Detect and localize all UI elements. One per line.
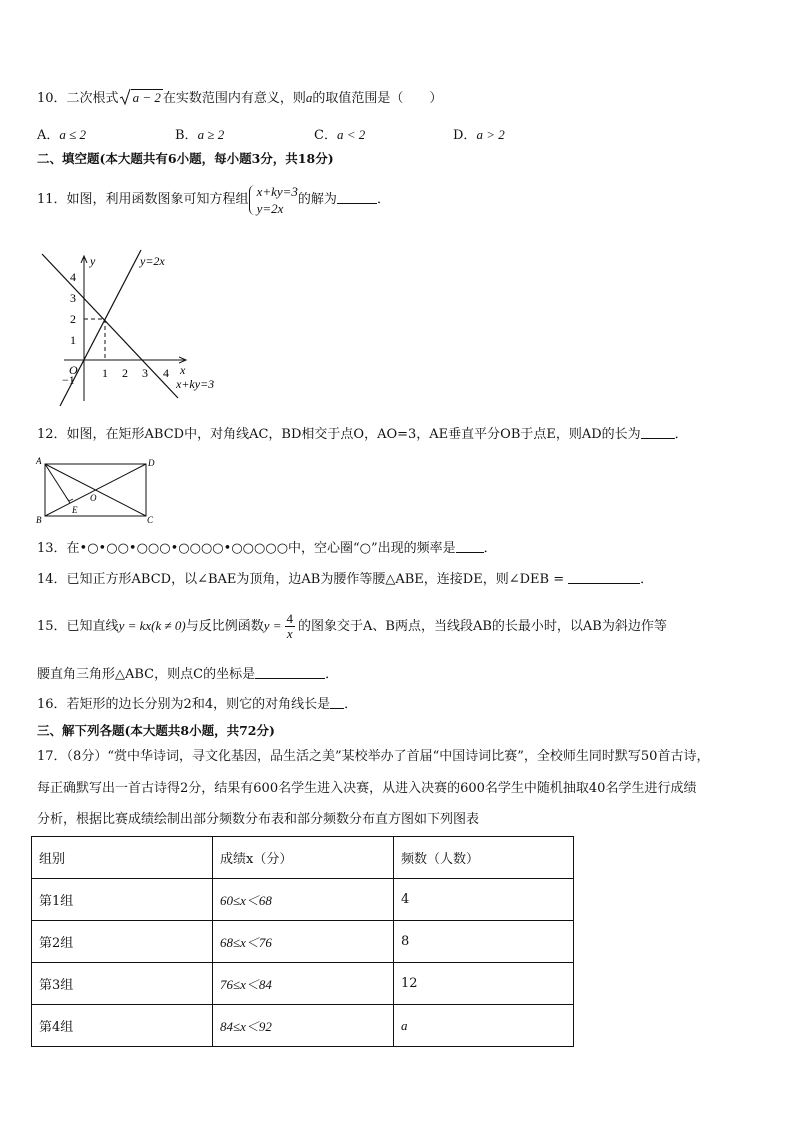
radical-sign-icon [119,88,131,106]
x-axis-label: x [180,363,186,377]
q10-option-b: B．a ≥ 2 [175,127,225,143]
q12-stem: 12．如图，在矩形ABCD中，对角线AC，BD相交于点O，AO=3，AE垂直平分OB于点E，则AD的长为 ． [37,427,688,442]
q11-answer-blank [337,191,377,204]
q11-text: 如图，利用函数图象可知方程组 [66,192,249,207]
frequency-table [31,836,574,1047]
q12-answer-blank [641,426,675,439]
label-y-2x: y=2x [140,254,165,268]
q11-function-graph [36,246,236,416]
header-frequency: 频数（人数） [394,837,574,879]
point-e: E [72,505,78,515]
q15-line2: 腰直角三角形△ABC，则点C的坐标是 ． [37,667,339,682]
vertex-a: A [36,456,42,466]
q10-option-a: A．a ≤ 2 [37,127,87,143]
vertex-d: D [148,458,155,468]
q17-number: 17． [37,749,67,764]
section-3-heading: 三、解下列各题(本大题共8小题，共72分) [37,723,275,738]
q10-option-c: C．a < 2 [314,127,366,143]
y-tick-2: 2 [70,312,76,326]
q15-pre: 已知直线 [66,619,119,634]
q10-text-before: 二次根式 [66,91,119,106]
q15-line2-text: 腰直角三角形△ABC，则点C的坐标是 [37,667,256,682]
q11-stem: 11．如图，利用函数图象可知方程组 x+ky=3 y=2x 的解为 ． [37,183,390,216]
q10-number: 10． [37,91,67,106]
q16-stem: 16．若矩形的边长分别为2和4，则它的对角线长是 ． [37,697,358,712]
table-row: 第4组 84≤x＜92 a [32,1005,574,1047]
table-header-row [32,837,574,879]
label-x-ky-3: x+ky=3 [176,377,215,391]
q11-equation-system [249,183,298,217]
vertex-c: C [147,515,154,525]
table-row: 第3组 76≤x＜84 12 [32,963,574,1005]
q15-fraction: $\frac{4}{x}$ [286,611,294,641]
q10-radicand: a − 2 [132,90,161,105]
y-tick-neg-1: −1 [62,373,75,387]
q16-text: 若矩形的边长分别为2和4，则它的对角线长是 [66,697,331,712]
q10-option-d: D．a > 2 [453,127,505,143]
table-row: 第1组 60≤x＜68 4 [32,879,574,921]
q17-line2: 每正确默写出一首古诗得2分，结果有600名学生进入决赛，从进入决赛的600名学生中随机抽取40名学生进行成绩 [37,781,697,796]
header-group: 组别 [32,837,213,879]
q13-text: 在•○•○○•○○○•○○○○•○○○○○中，空心圈“○”出现的频率是 [66,541,456,556]
q11-text-after: 的解为 [297,192,337,207]
q11-number: 11． [37,192,67,207]
q13-number: 13． [37,541,67,556]
q15-post: 的图象交于A、B两点，当线段AB的长最小时，以AB为斜边作等 [298,619,667,634]
header-score: 成绩x（分） [213,837,394,879]
q10-stem [37,88,442,108]
q11-eq1: x+ky=3 [256,183,298,199]
q13-stem: 13．在•○•○○•○○○•○○○○•○○○○○中，空心圈“○”出现的频率是 ． [37,541,497,556]
origin-label: O [69,363,78,377]
y-tick-4: 4 [70,270,76,284]
y-axis-label: y [90,254,96,268]
q12-rectangle-figure [34,455,159,527]
q16-answer-blank [330,696,344,709]
q10-text-middle: 在实数范围内有意义，则 [162,91,306,106]
q17-line1: 17．（8分）“赏中华诗词，寻文化基因，品生活之美”某校举办了首届“中国诗词比赛”，全校师生同时默写50首古诗， [37,749,710,764]
q17-line3: 分析，根据比赛成绩绘制出部分频数分布表和部分频数分布直方图如下列图表 [37,812,480,827]
table-row: 第2组 68≤x＜76 8 [32,921,574,963]
q15-answer-blank [255,666,325,679]
section-2-heading: 二、填空题(本大题共有6小题，每小题3分，共18分) [37,151,334,166]
q14-text: 已知正方形ABCD，以∠BAE为顶角，边AB为腰作等腰△ABE，连接DE，则∠DEB = [66,572,565,587]
q14-number: 14． [37,572,67,587]
vertex-b: B [36,515,42,525]
q14-stem: 14．已知正方形ABCD，以∠BAE为顶角，边AB为腰作等腰△ABE，连接DE，则∠DEB = ． [37,572,654,587]
q16-number: 16． [37,697,67,712]
q13-answer-blank [456,540,484,553]
y-tick-3: 3 [70,291,76,305]
q15-stem [37,606,667,647]
x-tick-2: 2 [122,366,128,380]
x-tick-3: 3 [142,366,148,380]
y-tick-1: 1 [70,333,76,347]
q10-var: a [305,90,313,105]
q12-text: 如图，在矩形ABCD中，对角线AC，BD相交于点O，AO=3，AE垂直平分OB于点E，则AD的长为 [66,427,641,442]
q11-eq2: y=2x [256,200,284,216]
point-o: O [90,493,97,503]
q15-number: 15． [37,619,67,634]
q10-sqrt [119,88,163,108]
x-tick-1: 1 [102,366,108,380]
q14-answer-blank [568,571,640,584]
q15-line-eq: y = kx(k ≠ 0) [118,618,186,633]
q15-y-eq: y = [263,618,282,633]
x-tick-4: 4 [163,366,169,380]
q12-number: 12． [37,427,67,442]
q15-mid: 与反比例函数 [185,619,264,634]
q10-text-after: 的取值范围是（ ） [312,91,443,106]
